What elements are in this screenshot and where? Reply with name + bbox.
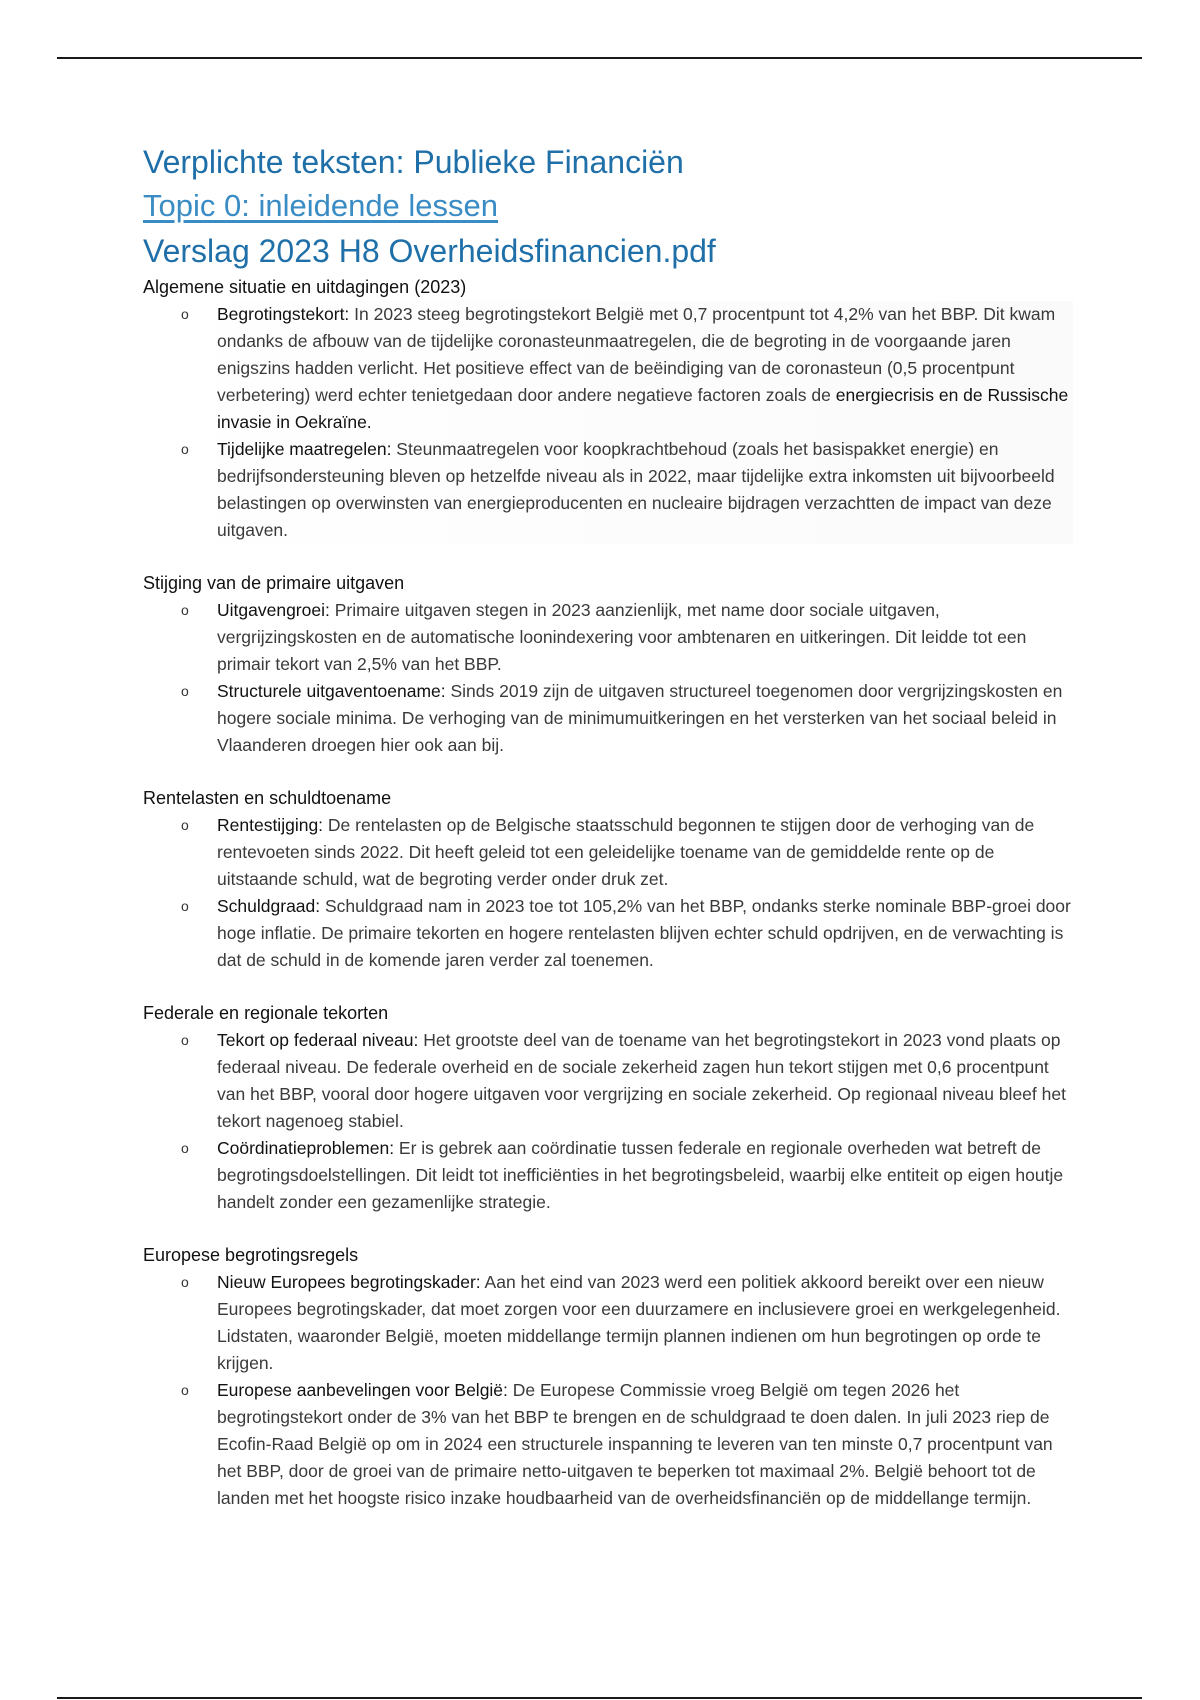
item-text: Er is gebrek aan coördinatie tussen federale en regionale overheden wat betreft de begrotingsdoelstellingen. Dit leidt tot inefficiënties in het begrotingsbeleid, waarbij elke entiteit op eigen houtje handelt zonder een gezamenlijke strategie. <box>217 1138 1064 1212</box>
bullet-marker: o <box>181 898 189 914</box>
bullet-marker: o <box>181 306 189 322</box>
section <box>143 570 1073 759</box>
bullet-list <box>143 597 1073 759</box>
document-body <box>143 140 1073 1512</box>
item-text: Schuldgraad nam in 2023 toe tot 105,2% van het BBP, ondanks sterke nominale BBP-groei door hoge inflatie. De primaire tekorten en hogere rentelasten blijven echter schuld opdrijven, en de verwachting is dat de schuld in de komende jaren verder zal toenemen. <box>217 896 1071 970</box>
bullet-marker: o <box>181 1032 189 1048</box>
bullet-marker: o <box>181 1140 189 1156</box>
list-item <box>143 1135 1073 1216</box>
sections-container <box>143 274 1073 1512</box>
list-item <box>143 1269 1073 1377</box>
bullet-marker: o <box>181 441 189 457</box>
section <box>143 274 1073 544</box>
item-term: Europese aanbevelingen voor België: <box>217 1380 508 1400</box>
bullet-list <box>143 301 1073 544</box>
section <box>143 1000 1073 1216</box>
list-item <box>143 678 1073 759</box>
bullet-marker: o <box>181 1382 189 1398</box>
item-term: Coördinatieproblemen: <box>217 1138 395 1158</box>
item-text: In 2023 steeg begrotingstekort België met 0,7 procentpunt tot 4,2% van het BBP. Dit kwam ondanks de afbouw van de tijdelijke coronasteunmaatregelen, die de begroting in de voorgaande jaren enigszins hadden verlicht. Het positieve effect van de beëindiging van de coronasteun (0,5 procentpunt verbetering) werd echter tenietgedaan door andere negatieve factoren zoals de <box>217 304 1056 405</box>
topic-heading: Topic 0: inleidende lessen <box>143 188 499 223</box>
top-rule <box>57 57 1142 59</box>
item-term: Structurele uitgaventoename: <box>217 681 446 701</box>
item-term: Tijdelijke maatregelen: <box>217 439 392 459</box>
item-text: Steunmaatregelen voor koopkrachtbehoud (zoals het basispakket energie) en bedrijfsondersteuning bleven op hetzelfde niveau als in 2022, maar tijdelijke extra inkomsten uit bijvoorbeeld belastingen op overwinsten van energieproducenten en nucleaire bijdragen verzachtten de impact van deze uitgaven. <box>217 439 1055 540</box>
section-heading: Europese begrotingsregels <box>143 1245 359 1265</box>
section-heading: Algemene situatie en uitdagingen (2023) <box>143 277 467 297</box>
list-item <box>143 301 1073 436</box>
bullet-marker: o <box>181 1274 189 1290</box>
item-emphasis: energiecrisis en de Russische invasie in Oekraïne. <box>217 385 1069 432</box>
item-text: De rentelasten op de Belgische staatsschuld begonnen te stijgen door de verhoging van de rentevoeten sinds 2022. Dit heeft geleid tot een geleidelijke toename van de gemiddelde rente op de uitstaande schuld, wat de begroting verder onder druk zet. <box>217 815 1035 889</box>
section-heading: Rentelasten en schuldtoename <box>143 788 392 808</box>
list-item <box>143 893 1073 974</box>
section-heading: Federale en regionale tekorten <box>143 1003 389 1023</box>
item-term: Nieuw Europees begrotingskader: <box>217 1272 481 1292</box>
section <box>143 1242 1073 1512</box>
bullet-marker: o <box>181 602 189 618</box>
bottom-rule <box>57 1697 1142 1699</box>
page-title: Verplichte teksten: Publieke Financiën <box>143 144 684 180</box>
list-item <box>143 812 1073 893</box>
item-text: De Europese Commissie vroeg België om tegen 2026 het begrotingstekort onder de 3% van het BBP te brengen en de schuldgraad te doen dalen. In juli 2023 riep de Ecofin-Raad België op om in 2024 een structurele inspanning te leveren van ten minste 0,7 procentpunt van het BBP, door de groei van de primaire netto-uitgaven te beperken tot maximaal 2%. België behoort tot de landen met het hoogste risico inzake houdbaarheid van de overheidsfinanciën op de middellange termijn. <box>217 1380 1053 1508</box>
item-term: Rentestijging: <box>217 815 324 835</box>
section <box>143 785 1073 974</box>
item-term: Begrotingstekort: <box>217 304 350 324</box>
bullet-list <box>143 1269 1073 1512</box>
bullet-list <box>143 812 1073 974</box>
section-heading: Stijging van de primaire uitgaven <box>143 573 405 593</box>
item-term: Uitgavengroei: <box>217 600 330 620</box>
bullet-marker: o <box>181 817 189 833</box>
document-title: Verslag 2023 H8 Overheidsfinancien.pdf <box>143 233 716 269</box>
item-text: Primaire uitgaven stegen in 2023 aanzienlijk, met name door sociale uitgaven, vergrijzingskosten en de automatische loonindexering voor ambtenaren en uitkeringen. Dit leidde tot een primair tekort van 2,5% van het BBP. <box>217 600 1027 674</box>
bullet-list <box>143 1027 1073 1216</box>
item-term: Tekort op federaal niveau: <box>217 1030 419 1050</box>
list-item <box>143 436 1073 544</box>
item-text: Het grootste deel van de toename van het begrotingstekort in 2023 vond plaats op federaal niveau. De federale overheid en de sociale zekerheid zagen hun tekort stijgen met 0,6 procentpunt van het BBP, vooral door hogere uitgaven voor vergrijzing en sociale zekerheid. Op regionaal niveau bleef het tekort nagenoeg stabiel. <box>217 1030 1066 1131</box>
item-term: Schuldgraad: <box>217 896 321 916</box>
list-item <box>143 1377 1073 1512</box>
list-item <box>143 1027 1073 1135</box>
bullet-marker: o <box>181 683 189 699</box>
list-item <box>143 597 1073 678</box>
item-text: Aan het eind van 2023 werd een politiek akkoord bereikt over een nieuw Europees begrotingskader, dat moet zorgen voor een duurzamere en inclusievere groei en werkgelegenheid. Lidstaten, waaronder België, moeten middellange termijn plannen indienen om hun begrotingen op orde te krijgen. <box>217 1272 1061 1373</box>
item-text: Sinds 2019 zijn de uitgaven structureel toegenomen door vergrijzingskosten en hogere sociale minima. De verhoging van de minimumuitkeringen en het versterken van het sociaal beleid in Vlaanderen droegen hier ook aan bij. <box>217 681 1063 755</box>
